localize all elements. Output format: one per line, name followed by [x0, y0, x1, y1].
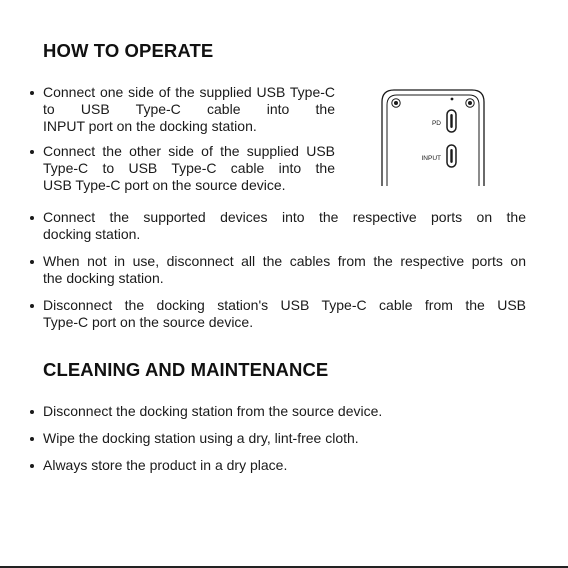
docking-station-illustration [368, 86, 492, 186]
led-indicator-icon [451, 98, 454, 101]
section-title-how-to-operate: HOW TO OPERATE [43, 40, 214, 61]
port-label-input: INPUT [421, 155, 441, 162]
step-line: Connect one side of the supplied USB [43, 84, 286, 100]
list-item: Wipe the docking station using a dry, lint-free cloth. [29, 430, 526, 447]
step-line: When not in use, disconnect all the cables from the respective ports on [43, 253, 526, 269]
list-item [29, 253, 526, 287]
step-line-last: Type-C port on the source device. [43, 314, 254, 330]
list-item: Always store the product in a dry place. [29, 457, 526, 474]
list-item: Disconnect the docking station from the source device. [29, 403, 526, 420]
screw-left-icon [392, 99, 400, 107]
screw-right-icon [466, 99, 474, 107]
step-line-last: the docking station. [43, 270, 164, 286]
step-line: Disconnect the docking station's USB Type-C cable from the USB [43, 297, 526, 313]
cleaning-steps-list [29, 403, 526, 484]
port-label-pd: PD [431, 120, 441, 127]
step-line-last: INPUT port on the docking station. [43, 118, 257, 134]
list-item [29, 143, 335, 194]
operate-steps-list-full [29, 209, 526, 341]
step-line: Connect the other side of the supplied [43, 143, 299, 159]
operate-steps-list-top [29, 84, 335, 202]
list-item [29, 84, 335, 135]
list-item [29, 209, 526, 243]
list-item [29, 297, 526, 331]
step-line-last: USB Type-C port on the source device. [43, 177, 286, 193]
step-line-last: docking station. [43, 226, 141, 242]
step-line: Type-C to USB Type-C cable into the [43, 84, 335, 117]
section-title-cleaning: CLEANING AND MAINTENANCE [43, 359, 329, 380]
step-line: USB Type-C to USB Type-C cable into the [43, 143, 336, 176]
step-line: Connect the supported devices into the respective ports on the [43, 209, 526, 225]
